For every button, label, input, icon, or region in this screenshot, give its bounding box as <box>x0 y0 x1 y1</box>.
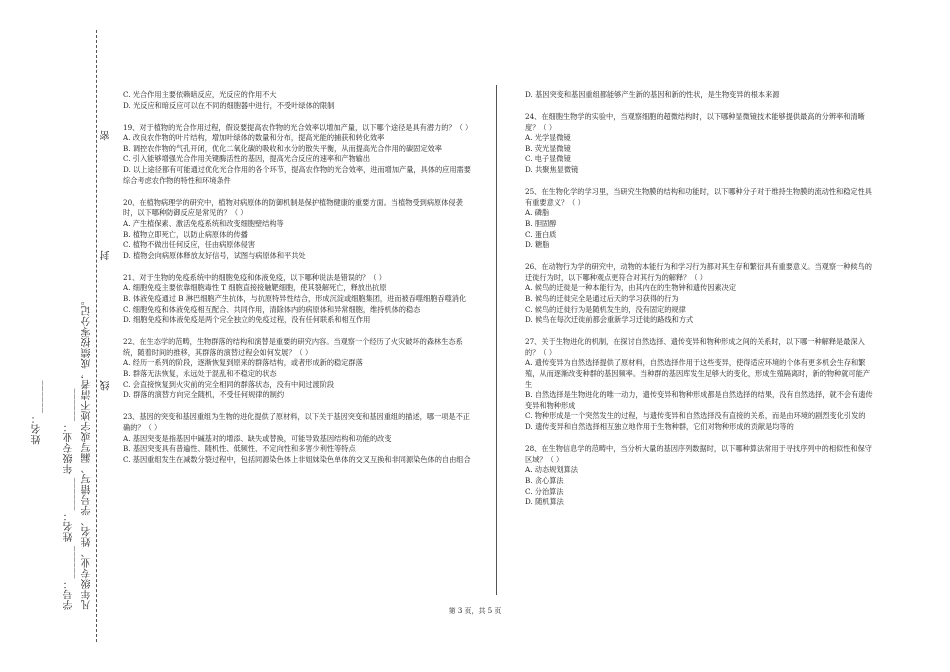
answer-option: B. 植物立即死亡，以防止病原体的传播 <box>123 229 248 239</box>
answer-option: C. 细胞免疫和体液免疫相互配合、共同作用，清除体内的病原体和异常细胞，维持机体的稳态 <box>123 304 421 314</box>
question-block <box>123 412 473 465</box>
answer-option: B. 胆固醇 <box>525 218 557 228</box>
answer-option: D. 植物会向病原体释放友好信号，试图与病原体和平共处 <box>123 250 306 260</box>
answer-option: A. 光学显微镜 <box>525 133 571 143</box>
question-stem: 28、在生物信息学的范畴中，当分析大量的基因序列数据时，以下哪种算法常用于寻找序列中的相似性和保守区域？（ ） <box>525 444 872 464</box>
question-stem: 25、在生物化学的学习里，当研究生物膜的结构和功能时，以下哪种分子对于维持生物膜的流动性和稳定性具有重要意义？（ ） <box>525 187 872 207</box>
page-footer: 第 3 页，共 5 页 <box>448 607 502 615</box>
answer-option: C. 蛋白质 <box>525 229 557 239</box>
answer-option: D. 以上途径都有可能通过优化光合作用的各个环节，提高农作物的光合效率，进而增加产量，具体的应用需要综合考虑农作物的特性和环境条件 <box>123 165 471 185</box>
answer-option: C. 电子显微镜 <box>525 154 571 164</box>
answer-option: D. 群落的演替方向完全随机，不受任何规律的制约 <box>123 390 285 400</box>
question-block <box>525 187 875 251</box>
left-column <box>123 90 473 465</box>
answer-option: B. 群落无法恢复，永远处于混乱和不稳定的状态 <box>123 369 277 379</box>
answer-option: A. 产生植保素、激活免疫系统和改变细胞壁结构等 <box>123 218 284 228</box>
answer-option: D. 遗传变异和自然选择相互独立地作用于生物种群，它们对物种形成的贡献是均等的 <box>525 422 794 432</box>
answer-option: C. 引入能够增强光合作用关键酶活性的基因，提高光合反应的速率和产物输出 <box>123 154 371 164</box>
question-block <box>525 262 875 326</box>
answer-option: C. 光合作用主要依赖暗反应，光反应的作用不大 <box>123 90 277 99</box>
column-divider <box>496 85 497 595</box>
answer-option: B. 候鸟的迁徙完全是通过后天的学习获得的行为 <box>525 294 679 303</box>
binding-school-field: 姓名：______ <box>32 380 43 445</box>
answer-option: D. 候鸟在每次迁徙前都会重新学习迁徙的路线和方式 <box>525 315 694 325</box>
question-stem: 20、在植物病理学的研究中，植物对病原体的防御机制是保护植物健康的重要方面。当植物受到病原体侵袭时，以下哪种防御反应是常见的？（ ） <box>123 197 463 218</box>
question-block <box>525 337 875 432</box>
binding-dashed-line <box>96 30 97 642</box>
question-stem: 26、在动物行为学的研究中，动物的本能行为和学习行为都对其生存和繁衍具有重要意义。当观察一种候鸟的迁徙行为时，以下哪种观点更符合对其行为的解释？（ ） <box>525 262 872 282</box>
answer-option: B. 贪心算法 <box>525 475 564 485</box>
question-stem: 21、对于生物的免疫系统中的细胞免疫和体液免疫，以下哪种说法是错误的？（ ） <box>123 272 386 282</box>
answer-option: B. 基因突变具有普遍性、随机性、低频性、不定向性和多害少利性等特点 <box>123 444 356 454</box>
answer-option: C. 基因重组发生在减数分裂过程中，包括同源染色体上非姐妹染色单体的交叉互换和非同源染色体的自由组合 <box>123 454 471 464</box>
answer-option: A. 磷脂 <box>525 208 550 218</box>
binding-student-info: 学号：______ 姓名：______ 年级专业：______ <box>64 388 75 610</box>
answer-option: A. 候鸟的迁徙是一种本能行为，由其内在的生物钟和遗传因素决定 <box>525 283 737 293</box>
answer-option: A. 细胞免疫主要依靠细胞毒性 T 细胞直接接触靶细胞，使其裂解死亡，释放出抗原 <box>123 283 387 293</box>
answer-option: D. 细胞免疫和体液免疫是两个完全独立的免疫过程，没有任何联系和相互作用 <box>123 315 371 325</box>
answer-option: C. 植物不做出任何反应，任由病原体侵害 <box>123 240 256 250</box>
question-block <box>123 90 473 111</box>
binding-mark-line: 线 <box>101 380 112 391</box>
answer-option: D. 共聚焦显微镜 <box>525 165 579 175</box>
answer-option: C. 会直接恢复到火灾前的完全相同的群落状态，没有中间过渡阶段 <box>123 379 335 389</box>
question-stem: 22、在生态学的范畴，生物群落的结构和演替是重要的研究内容。当观察一个经历了火灾破坏的森林生态系统，随着时间的推移，其群落的演替过程会如何发展？（ ） <box>123 337 463 357</box>
question-block <box>525 90 875 101</box>
question-block <box>525 112 875 176</box>
question-block <box>525 444 875 508</box>
answer-option: B. 自然选择是生物进化的唯一动力，遗传变异和物种形成都是自然选择的结果，没有自然选择，就不会有遗传变异和物种形成 <box>525 390 873 410</box>
binding-margin <box>0 0 110 672</box>
answer-option: A. 动态规划算法 <box>525 465 578 475</box>
binding-mark-seal: 封 <box>101 250 112 261</box>
answer-option: B. 体液免疫通过 B 淋巴细胞产生抗体，与抗原特异性结合，形成沉淀或细胞集团，进而被吞噬细胞吞噬消化 <box>123 294 467 303</box>
answer-option: A. 经历一系列的阶段，逐渐恢复到原来的群落结构，或者形成新的稳定群落 <box>123 358 363 368</box>
question-block <box>123 337 473 401</box>
answer-option: C. 分治算法 <box>525 486 564 496</box>
answer-option: D. 光反应和暗反应可以在不同的细胞器中进行，不受叶绿体的限制 <box>123 100 335 110</box>
answer-option: A. 遗传变异为自然选择提供了原材料，自然选择作用于这些变异，使得适应环境的个体有更多机会生存和繁殖，从而逐渐改变种群的基因频率。当种群的基因库发生足够大的变化，形成生殖隔离时，新的物种就可能产生 <box>525 358 871 389</box>
answer-option: A. 基因突变是指基因中碱基对的增添、缺失或替换，可能导致基因结构和功能的改变 <box>123 433 392 443</box>
answer-option: C. 候鸟的迁徙行为是随机发生的，没有固定的规律 <box>525 304 686 314</box>
binding-mark-seal: 密 <box>101 130 112 141</box>
binding-notice: 凡年级专业、姓名、学号错写、漏写或字迹不清者，成绩按零分记。 <box>82 295 93 610</box>
question-block <box>123 273 473 326</box>
answer-option: B. 调控农作物的气孔开闭，优化二氧化碳的吸收和水分的散失平衡，从而提高光合作用的碳固定效率 <box>123 143 442 153</box>
question-block <box>123 198 473 262</box>
question-stem: 23、基因的突变和基因重组为生物的进化提供了原材料，以下关于基因突变和基因重组的描述，哪一项是不正确的？（ ） <box>123 412 470 432</box>
answer-option: D. 随机算法 <box>525 497 564 507</box>
question-stem: 24、在细胞生物学的实验中，当观察细胞的超微结构时，以下哪种显微镜技术能够提供最高的分辨率和清晰度？（ ） <box>525 112 865 132</box>
answer-option: B. 荧光显微镜 <box>525 143 571 153</box>
right-column <box>525 90 875 508</box>
answer-option: A. 改良农作物的叶片结构，增加叶绿体的数量和分布，提高光能的捕获和转化效率 <box>123 133 385 143</box>
answer-option: C. 物种形成是一个突然发生的过程，与遗传变异和自然选择没有直接的关系，而是由环境的剧烈变化引发的 <box>525 411 866 421</box>
answer-option: D. 糖脂 <box>525 240 550 250</box>
question-block <box>123 123 473 187</box>
question-stem: 19、对于植物的光合作用过程，假设要提高农作物的光合效率以增加产量，以下哪个途径是具有潜力的？（ ） <box>123 122 473 132</box>
answer-option: D. 基因突变和基因重组都能够产生新的基因和新的性状，是生物变异的根本来源 <box>525 90 780 99</box>
question-stem: 27、关于生物进化的机制，在探讨自然选择、遗传变异和物种形成之间的关系时，以下哪一种解释是最深入的？（ ） <box>525 337 865 357</box>
